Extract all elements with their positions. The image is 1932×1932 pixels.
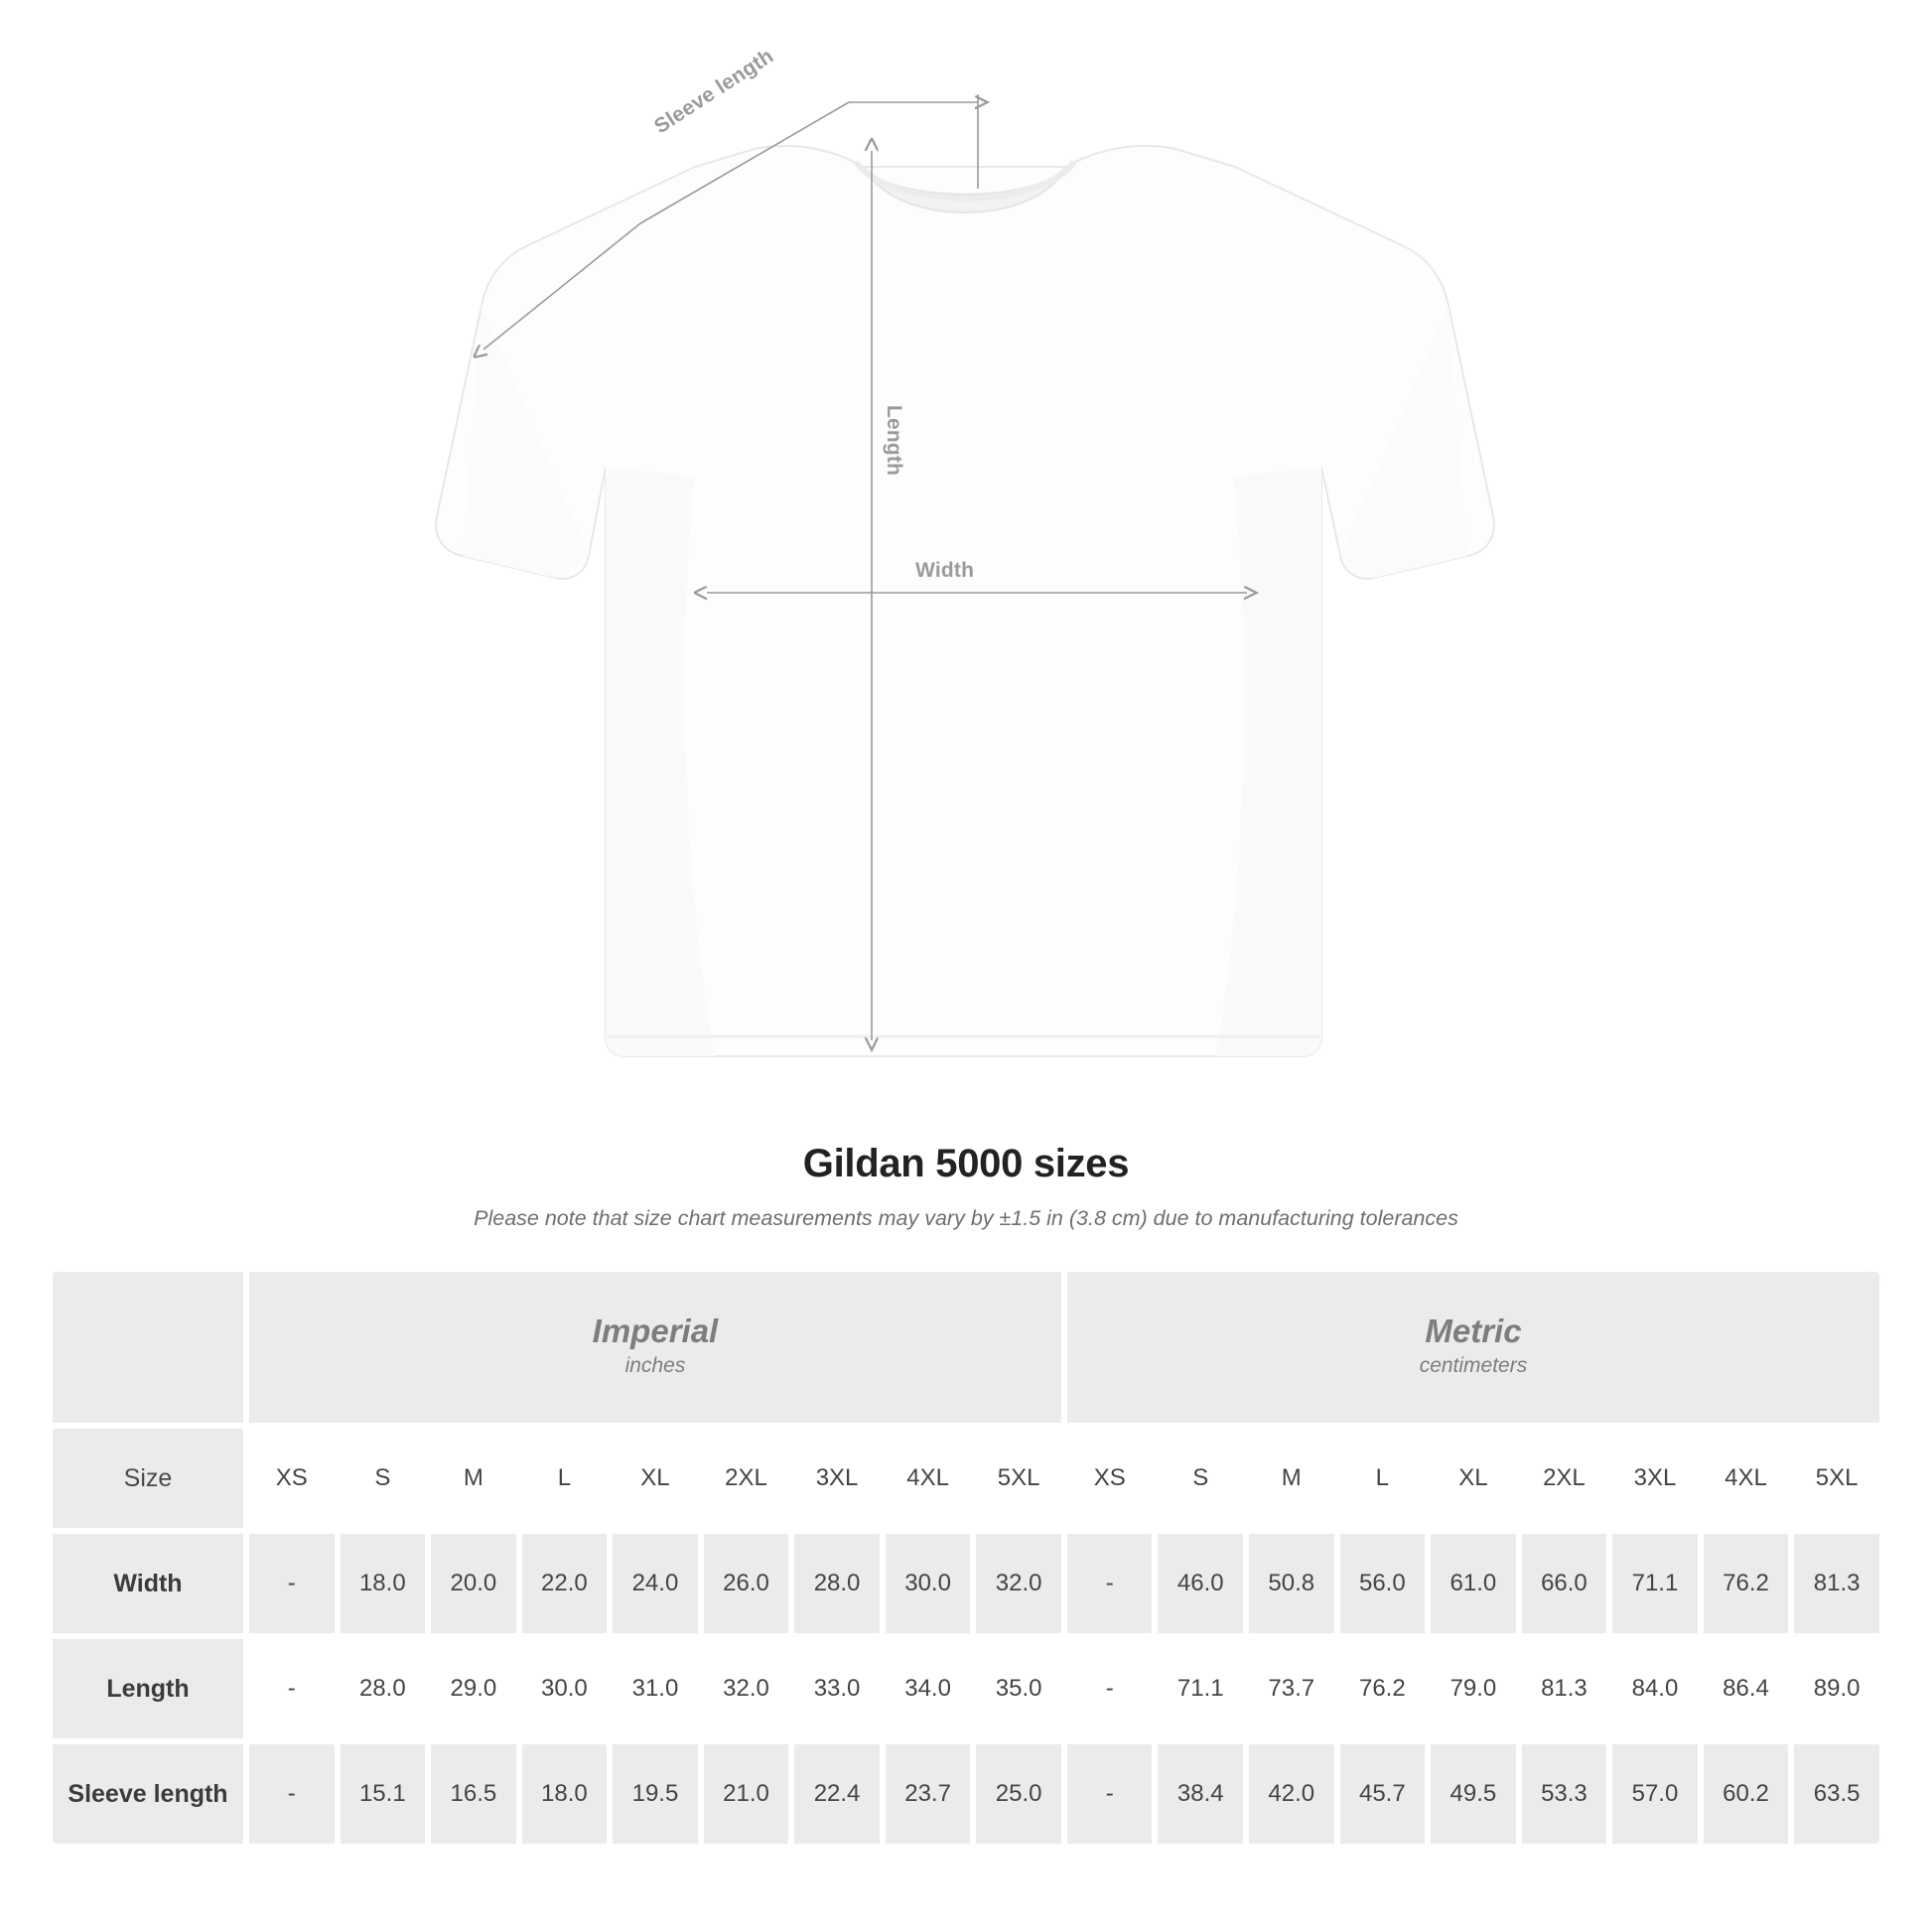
tolerance-note: Please note that size chart measurements may vary by ±1.5 in (3.8 cm) due to manufacturing tolerances xyxy=(474,1206,1458,1230)
cell-width-metric-m: 50.8 xyxy=(1246,1531,1337,1636)
unit-sub-imperial: inches xyxy=(624,1354,686,1378)
cell-length-metric-5xl: 89.0 xyxy=(1791,1636,1882,1741)
row-label-length: Length xyxy=(50,1636,246,1741)
unit-sub-metric: centimeters xyxy=(1419,1354,1528,1378)
size-header-row xyxy=(50,1426,1882,1531)
size-header-metric-xl: XL xyxy=(1428,1426,1519,1531)
unit-name-imperial: Imperial xyxy=(592,1312,719,1350)
size-header-imperial-m: M xyxy=(428,1426,519,1531)
cell-width-metric-xl: 61.0 xyxy=(1428,1531,1519,1636)
cell-sleeve-imperial-2xl: 21.0 xyxy=(701,1741,792,1847)
size-header-imperial-xs: XS xyxy=(246,1426,338,1531)
cell-sleeve-metric-s: 38.4 xyxy=(1155,1741,1246,1847)
cell-sleeve-metric-xs: - xyxy=(1064,1741,1156,1847)
cell-sleeve-imperial-4xl: 23.7 xyxy=(883,1741,974,1847)
cell-sleeve-metric-5xl: 63.5 xyxy=(1791,1741,1882,1847)
cell-width-metric-s: 46.0 xyxy=(1155,1531,1246,1636)
cell-sleeve-imperial-3xl: 22.4 xyxy=(791,1741,883,1847)
size-header-imperial-l: L xyxy=(519,1426,611,1531)
size-header-metric-s: S xyxy=(1155,1426,1246,1531)
size-header-imperial-4xl: 4XL xyxy=(883,1426,974,1531)
cell-length-imperial-2xl: 32.0 xyxy=(701,1636,792,1741)
width-label: Width xyxy=(915,559,975,582)
cell-length-metric-xs: - xyxy=(1064,1636,1156,1741)
size-header-imperial-5xl: 5XL xyxy=(973,1426,1064,1531)
cell-length-metric-l: 76.2 xyxy=(1337,1636,1429,1741)
unit-header-metric xyxy=(1064,1269,1882,1426)
cell-length-imperial-4xl: 34.0 xyxy=(883,1636,974,1741)
cell-sleeve-imperial-xl: 19.5 xyxy=(610,1741,701,1847)
size-header-imperial-s: S xyxy=(338,1426,429,1531)
table-row xyxy=(50,1636,1882,1741)
cell-width-metric-2xl: 66.0 xyxy=(1519,1531,1610,1636)
cell-length-metric-2xl: 81.3 xyxy=(1519,1636,1610,1741)
row-label-width: Width xyxy=(50,1531,246,1636)
cell-width-imperial-s: 18.0 xyxy=(338,1531,429,1636)
size-header-label: Size xyxy=(50,1426,246,1531)
cell-width-imperial-2xl: 26.0 xyxy=(701,1531,792,1636)
cell-length-metric-s: 71.1 xyxy=(1155,1636,1246,1741)
size-header-metric-xs: XS xyxy=(1064,1426,1156,1531)
cell-width-imperial-xs: - xyxy=(246,1531,338,1636)
cell-sleeve-metric-m: 42.0 xyxy=(1246,1741,1337,1847)
unit-header-row xyxy=(50,1269,1882,1426)
cell-width-imperial-5xl: 32.0 xyxy=(973,1531,1064,1636)
table-corner-cell xyxy=(50,1269,246,1426)
cell-width-imperial-xl: 24.0 xyxy=(610,1531,701,1636)
cell-length-metric-xl: 79.0 xyxy=(1428,1636,1519,1741)
cell-length-imperial-xs: - xyxy=(246,1636,338,1741)
size-header-metric-5xl: 5XL xyxy=(1791,1426,1882,1531)
cell-sleeve-imperial-s: 15.1 xyxy=(338,1741,429,1847)
cell-sleeve-metric-l: 45.7 xyxy=(1337,1741,1429,1847)
size-header-imperial-2xl: 2XL xyxy=(701,1426,792,1531)
size-header-metric-4xl: 4XL xyxy=(1701,1426,1792,1531)
cell-width-metric-xs: - xyxy=(1064,1531,1156,1636)
cell-length-imperial-m: 29.0 xyxy=(428,1636,519,1741)
page-title: Gildan 5000 sizes xyxy=(802,1142,1130,1185)
table-row xyxy=(50,1531,1882,1636)
cell-length-metric-4xl: 86.4 xyxy=(1701,1636,1792,1741)
tshirt-shape xyxy=(436,146,1494,1056)
unit-name-metric: Metric xyxy=(1425,1312,1522,1350)
size-header-metric-m: M xyxy=(1246,1426,1337,1531)
size-table xyxy=(50,1269,1882,1847)
cell-length-imperial-l: 30.0 xyxy=(519,1636,611,1741)
cell-sleeve-imperial-xs: - xyxy=(246,1741,338,1847)
cell-width-metric-5xl: 81.3 xyxy=(1791,1531,1882,1636)
cell-width-metric-4xl: 76.2 xyxy=(1701,1531,1792,1636)
cell-length-metric-m: 73.7 xyxy=(1246,1636,1337,1741)
title-block xyxy=(0,1142,1932,1231)
unit-header-imperial xyxy=(246,1269,1064,1426)
size-header-metric-3xl: 3XL xyxy=(1609,1426,1701,1531)
size-table-wrapper xyxy=(50,1269,1882,1847)
cell-width-imperial-3xl: 28.0 xyxy=(791,1531,883,1636)
size-header-metric-l: L xyxy=(1337,1426,1429,1531)
cell-length-imperial-xl: 31.0 xyxy=(610,1636,701,1741)
size-header-metric-2xl: 2XL xyxy=(1519,1426,1610,1531)
size-header-imperial-xl: XL xyxy=(610,1426,701,1531)
cell-sleeve-imperial-m: 16.5 xyxy=(428,1741,519,1847)
cell-width-metric-l: 56.0 xyxy=(1337,1531,1429,1636)
cell-sleeve-metric-3xl: 57.0 xyxy=(1609,1741,1701,1847)
cell-width-imperial-m: 20.0 xyxy=(428,1531,519,1636)
cell-width-imperial-l: 22.0 xyxy=(519,1531,611,1636)
table-row xyxy=(50,1741,1882,1847)
cell-sleeve-metric-4xl: 60.2 xyxy=(1701,1741,1792,1847)
cell-length-metric-3xl: 84.0 xyxy=(1609,1636,1701,1741)
cell-sleeve-metric-2xl: 53.3 xyxy=(1519,1741,1610,1847)
sleeve-length-label: Sleeve length xyxy=(650,44,778,139)
cell-length-imperial-5xl: 35.0 xyxy=(973,1636,1064,1741)
cell-sleeve-imperial-5xl: 25.0 xyxy=(973,1741,1064,1847)
size-header-imperial-3xl: 3XL xyxy=(791,1426,883,1531)
length-label: Length xyxy=(883,405,905,477)
cell-width-imperial-4xl: 30.0 xyxy=(883,1531,974,1636)
cell-sleeve-metric-xl: 49.5 xyxy=(1428,1741,1519,1847)
cell-sleeve-imperial-l: 18.0 xyxy=(519,1741,611,1847)
row-label-sleeve-length: Sleeve length xyxy=(50,1741,246,1847)
cell-width-metric-3xl: 71.1 xyxy=(1609,1531,1701,1636)
cell-length-imperial-3xl: 33.0 xyxy=(791,1636,883,1741)
cell-length-imperial-s: 28.0 xyxy=(338,1636,429,1741)
